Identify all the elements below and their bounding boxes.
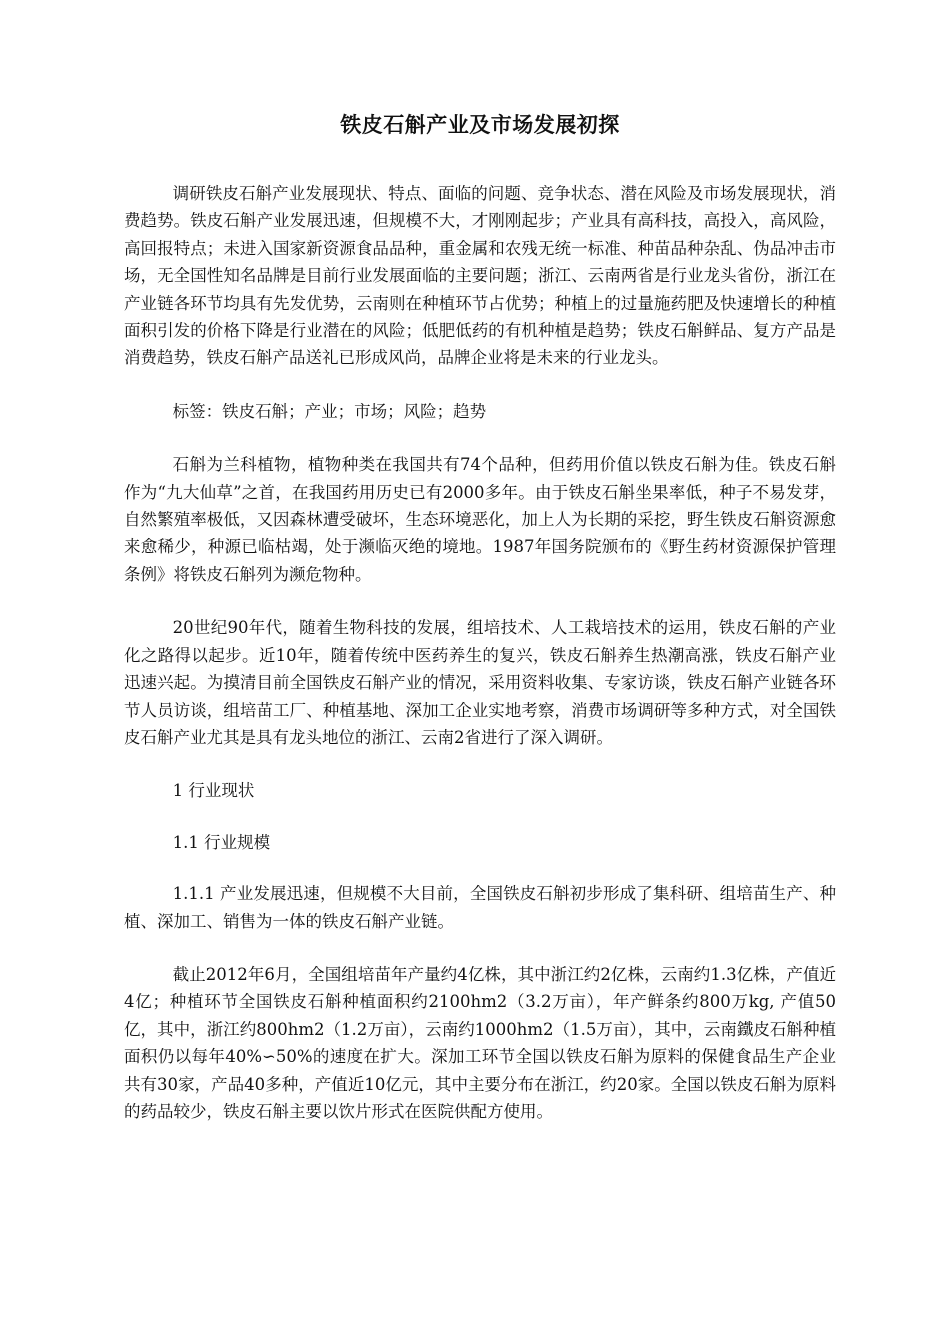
body-paragraph-history: 20世纪90年代，随着生物科技的发展，组培技术、人工栽培技术的运用，铁皮石斛的产业化之路得以起步。近10年，随着传统中医药养生的复兴，铁皮石斛养生热潮高涨，铁皮石斛产业迅速兴起。为摸清目前全国铁皮石斛产业的情况，采用资料收集、专家访谈，铁皮石斛产业链各环节人员访谈，组培苗工厂、种植基地、深加工企业实地考察，消费市场调研等多种方式，对全国铁皮石斛产业尤其是具有龙头地位的浙江、云南2省进行了深入调研。 [124, 618, 836, 747]
abstract-paragraph: 调研铁皮石斛产业发展现状、特点、面临的问题、竞争状态、潜在风险及市场发展现状，消费趋势。铁皮石斛产业发展迅速，但规模不大，才刚刚起步；产业具有高科技，高投入，高风险，高回报特点；未进入国家新资源食品品种，重金属和农残无统一标准、种苗品种杂乱、伪品冲击市场，无全国性知名品牌是目前行业发展面临的主要问题；浙江、云南两省是行业龙头省份，浙江在产业链各环节均具有先发优势，云南则在种植环节占优势；种植上的过量施药肥及快速增长的种植面积引发的价格下降是行业潜在的风险；低肥低药的有机种植是趋势；铁皮石斛鲜品、复方产品是消费趋势，铁皮石斛产品送礼已形成风尚，品牌企业将是未来的行业龙头。 [124, 184, 836, 368]
section-heading-1-1: 1.1 行业规模 [172, 832, 271, 852]
section-heading-1-1-1: 1.1.1 产业发展迅速，但规模不大目前，全国铁皮石斛初步形成了集科研、组培苗生产、种植、深加工、销售为一体的铁皮石斛产业链。 [124, 884, 836, 931]
body-paragraph-statistics: 截止2012年6月，全国组培苗年产量约4亿株，其中浙江约2亿株，云南约1.3亿株，产值近4亿；种植环节全国铁皮石斛种植面积约2100hm2（3.2万亩），年产鲜条约800万kg, 产值50亿，其中，浙江约800hm2（1.2万亩），云南约1000hm2（1.5万亩），其中，云南鐵皮石斛种植面积仍以每年40%∽50%的速度在扩大。深加工环节全国以铁皮石斛为原料的保健食品生产企业共有30家，产品40多种，产值近10亿元，其中主要分布在浙江，约20家。全国以铁皮石斛为原料的药品较少，铁皮石斛主要以饮片形式在医院供配方使用。 [124, 964, 836, 1121]
document-page [124, 110, 836, 1151]
section-heading-1: 1 行业现状 [172, 781, 255, 801]
body-paragraph-intro: 石斛为兰科植物，植物种类在我国共有74个品种，但药用价值以铁皮石斛为佳。铁皮石斛作为“九大仙草”之首，在我国药用历史已有2000多年。由于铁皮石斛坐果率低，种子不易发芽，自然繁殖率极低，又因森林遭受破坏，生态环境恶化，加上人为长期的采挖，野生铁皮石斛资源愈来愈稀少，种源已临枯竭，处于濒临灭绝的境地。1987年国务院颁布的《野生药材资源保护管理条例》将铁皮石斛列为濒危物种。 [124, 455, 836, 584]
keywords-paragraph: 标签：铁皮石斛；产业；市场；风险；趋势 [172, 401, 487, 421]
document-title: 铁皮石斛产业及市场发展初探 [340, 112, 620, 137]
